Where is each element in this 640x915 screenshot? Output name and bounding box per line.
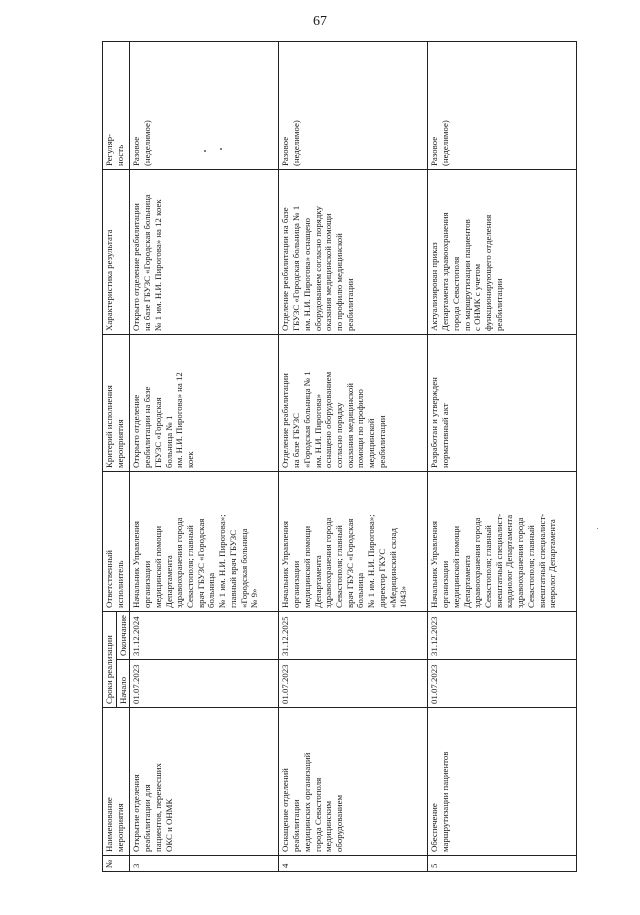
cell-start: 01.07.2023 (428, 660, 577, 708)
header-criterion: Критерий исполнения мероприятия (103, 335, 130, 472)
cell-result: Отделение реабилитации на базе ГБУЗС «Городская больница № 1 им. Н.И. Пирогова» оснащено оборудованием согласно порядку оказания медицинской помощи по профилю медицинской реабилитации (279, 170, 428, 335)
cell-responsible: Начальник Управления организации медицинской помощи Департамента здравоохранения города Севастополя; главный врач ГБУЗС «Городская больница № 1 им. Н.И. Пирогова»; главный врач ГБУЗС «Городская больница № 9» (130, 472, 279, 612)
header-start: Начало (116, 660, 130, 708)
cell-responsible: Начальник Управления организации медицинской помощи Департамента здравоохранения города Севастополя; главный внештатный специалист- кардиолог Департамента здравоохранения города Севастополя; главный внештатный специалист- невролог Департамента (428, 472, 577, 612)
cell-no: 5 (428, 856, 577, 872)
cell-regularity: Разовое (неделимое) (428, 42, 577, 170)
header-no: № (103, 856, 130, 872)
cell-name: Обеспечение маршрутизации пациентов (428, 708, 577, 856)
table-row (279, 42, 428, 872)
cell-end: 31.12.2025 (279, 612, 428, 660)
cell-result: Актуализирован приказ Департамента здравоохранения города Севастополя по маршрутизации пациентов с ОНМК с учетом функционирующего отделения реабилитации (428, 170, 577, 335)
cell-responsible: Начальник Управления организации медицинской помощи Департамента здравоохранения города Севастополя; главный врач ГБУЗС «Городская больница № 1 им. Н.И. Пирогова»; директор ГКУС «Медицинский склад 1043» (279, 472, 428, 612)
table-row (130, 42, 279, 872)
header-end: Окончание (116, 612, 130, 660)
table-header-row (103, 42, 117, 872)
cell-no: 4 (279, 856, 428, 872)
cell-criterion: Разработан и утвержден нормативный акт (428, 335, 577, 472)
cell-end: 31.12.2023 (428, 612, 577, 660)
page-number: 67 (313, 14, 327, 29)
cell-start: 01.07.2023 (130, 660, 279, 708)
cell-start: 01.07.2023 (279, 660, 428, 708)
header-result: Характеристика результата (103, 170, 130, 335)
cell-name: Открытие отделения реабилитации для пациентов, перенесших ОКС и ОНМК (130, 708, 279, 856)
header-responsible: Ответственный исполнитель (103, 472, 130, 612)
cell-result: Открыто отделение реабилитации на базе ГБУЗС «Городская больница № 1 им. Н.И. Пирогова» на 12 коек (130, 170, 279, 335)
table-row (428, 42, 577, 872)
cell-name: Оснащение отделений реабилитации медицинских организаций города Севастополя медицинским оборудованием (279, 708, 428, 856)
cell-regularity: Разовое (неделимое) (130, 42, 279, 170)
scan-speck (597, 528, 598, 529)
rotated-table-container (102, 42, 558, 872)
measures-table (102, 41, 577, 872)
cell-regularity: Разовое (неделимое) (279, 42, 428, 170)
cell-criterion: Отделение реабилитации на базе ГБУЗС «Городская больница № 1 им. Н.И. Пирогова» оснащено оборудованием согласно порядку оказания медицинской помощи по профилю медицинской реабилитации (279, 335, 428, 472)
cell-no: 3 (130, 856, 279, 872)
header-regularity: Регуляр- ность (103, 42, 130, 170)
cell-end: 31.12.2024 (130, 612, 279, 660)
header-terms: Сроки реализации (103, 612, 117, 708)
header-name: Наименование мероприятия (103, 708, 130, 856)
cell-criterion: Открыто отделение реабилитации на базе ГБУЗС «Городская больница № 1 им. Н.И. Пирогова» на 12 коек (130, 335, 279, 472)
